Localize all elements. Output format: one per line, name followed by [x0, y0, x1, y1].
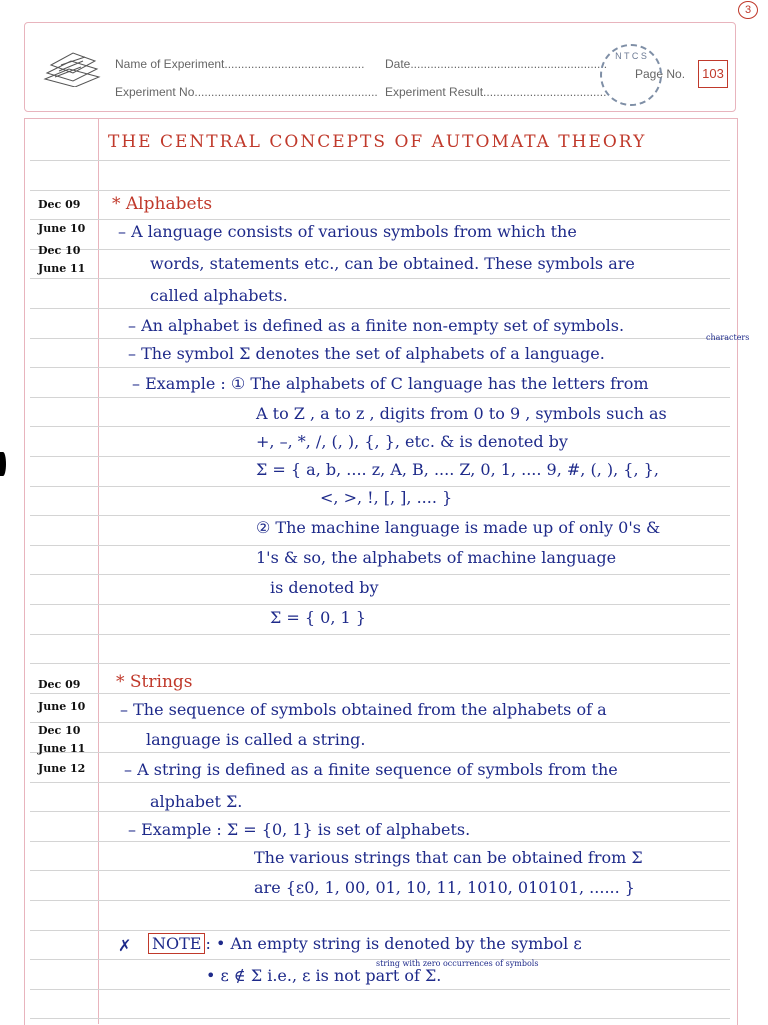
alphabets-line: +, –, *, /, (, ), {, }, etc. & is denoted by	[256, 432, 568, 451]
ruled-line	[30, 160, 730, 161]
note-line: • ε ∉ Σ i.e., ε is not part of Σ.	[206, 966, 442, 985]
alphabets-line: – The symbol Σ denotes the set of alphabets of a language.	[128, 344, 605, 363]
alphabets-line: ② The machine language is made up of only 0's &	[256, 518, 661, 537]
ruled-line	[30, 604, 730, 605]
ruled-line	[30, 900, 730, 901]
note-block	[148, 934, 582, 954]
exam-date: Dec 09	[38, 198, 81, 211]
experiment-no-label: Experiment No.......................................................	[115, 85, 378, 99]
books-logo-icon	[41, 47, 103, 87]
ruled-line	[30, 574, 730, 575]
date-label: Date...........................................................	[385, 57, 608, 71]
note-label: NOTE	[148, 933, 205, 954]
exam-date: June 10	[38, 222, 86, 235]
college-stamp	[600, 44, 662, 106]
alphabets-heading: * Alphabets	[112, 194, 213, 214]
alphabets-line: – A language consists of various symbols from which the	[118, 222, 577, 241]
alphabets-line: A to Z , a to z , digits from 0 to 9 , symbols such as	[256, 404, 667, 423]
strings-line: language is called a string.	[146, 730, 366, 749]
alphabets-line: – An alphabet is defined as a finite non-empty set of symbols.	[128, 316, 625, 335]
ruled-line	[30, 663, 730, 664]
alphabets-line: 1's & so, the alphabets of machine language	[256, 548, 617, 567]
ruled-line	[30, 397, 730, 398]
strings-line: – A string is defined as a finite sequence of symbols from the	[124, 760, 618, 779]
ruled-line	[30, 308, 730, 309]
note-line: : • An empty string is denoted by the symbol ε	[205, 934, 582, 953]
ruled-line	[30, 278, 730, 279]
alphabets-line: Σ = { 0, 1 }	[270, 608, 366, 627]
page-no-label: Page No.	[635, 67, 686, 81]
exam-date: June 10	[38, 700, 86, 713]
ruled-line	[30, 367, 730, 368]
strings-line: – The sequence of symbols obtained from the alphabets of a	[120, 700, 607, 719]
note-cross-mark: ✗	[118, 936, 132, 955]
strings-line: are {ε0, 1, 00, 01, 10, 11, 1010, 010101, ...... }	[254, 878, 635, 897]
ruled-line	[30, 930, 730, 931]
ruled-line	[30, 722, 730, 723]
ruled-line	[30, 811, 730, 812]
strings-line: The various strings that can be obtained from Σ	[254, 848, 643, 867]
margin-line	[98, 118, 99, 1024]
ruled-line	[30, 219, 730, 220]
exam-date: Dec 10	[38, 724, 81, 737]
experiment-result-label: Experiment Result.....................................	[385, 85, 607, 99]
alphabets-line: is denoted by	[270, 578, 379, 597]
alphabets-line: <, >, !, [, ], .... }	[320, 488, 453, 507]
exam-date: June 11	[38, 742, 86, 755]
ruled-line	[30, 426, 730, 427]
ruled-line	[30, 249, 730, 250]
exam-date: Dec 09	[38, 678, 81, 691]
ruled-line	[30, 486, 730, 487]
ruled-line	[30, 515, 730, 516]
page-marker: 3	[738, 1, 758, 19]
ruled-line	[30, 989, 730, 990]
strings-line: – Example : Σ = {0, 1} is set of alphabets.	[128, 820, 471, 839]
alphabets-line: called alphabets.	[150, 286, 288, 305]
strings-line: alphabet Σ.	[150, 792, 243, 811]
ruled-line	[30, 338, 730, 339]
ruled-line	[30, 456, 730, 457]
strings-heading: * Strings	[116, 672, 193, 692]
alphabets-line: Σ = { a, b, .... z, A, B, .... Z, 0, 1, .... 9, #, (, ), {, },	[256, 460, 659, 479]
ruled-line	[30, 782, 730, 783]
note-annotation: string with zero occurrences of symbols	[376, 959, 539, 968]
ruled-line	[30, 545, 730, 546]
ruled-line	[30, 870, 730, 871]
stamp-text: N T C S	[615, 51, 647, 61]
exam-date: June 12	[38, 762, 86, 775]
ink-blot	[0, 452, 6, 476]
exam-date: June 11	[38, 262, 86, 275]
ruled-line	[30, 190, 730, 191]
page-number: 103	[698, 60, 728, 88]
alphabets-annotation: characters	[706, 333, 750, 342]
ruled-line	[30, 1018, 730, 1019]
name-of-experiment-label: Name of Experiment..........................................	[115, 57, 365, 71]
exam-date: Dec 10	[38, 244, 81, 257]
alphabets-line: – Example : ① The alphabets of C language has the letters from	[132, 374, 649, 393]
ruled-line	[30, 841, 730, 842]
alphabets-line: words, statements etc., can be obtained. These symbols are	[150, 254, 635, 273]
ruled-line	[30, 693, 730, 694]
page-title: THE CENTRAL CONCEPTS OF AUTOMATA THEORY	[108, 132, 647, 152]
ruled-line	[30, 752, 730, 753]
ruled-line	[30, 634, 730, 635]
